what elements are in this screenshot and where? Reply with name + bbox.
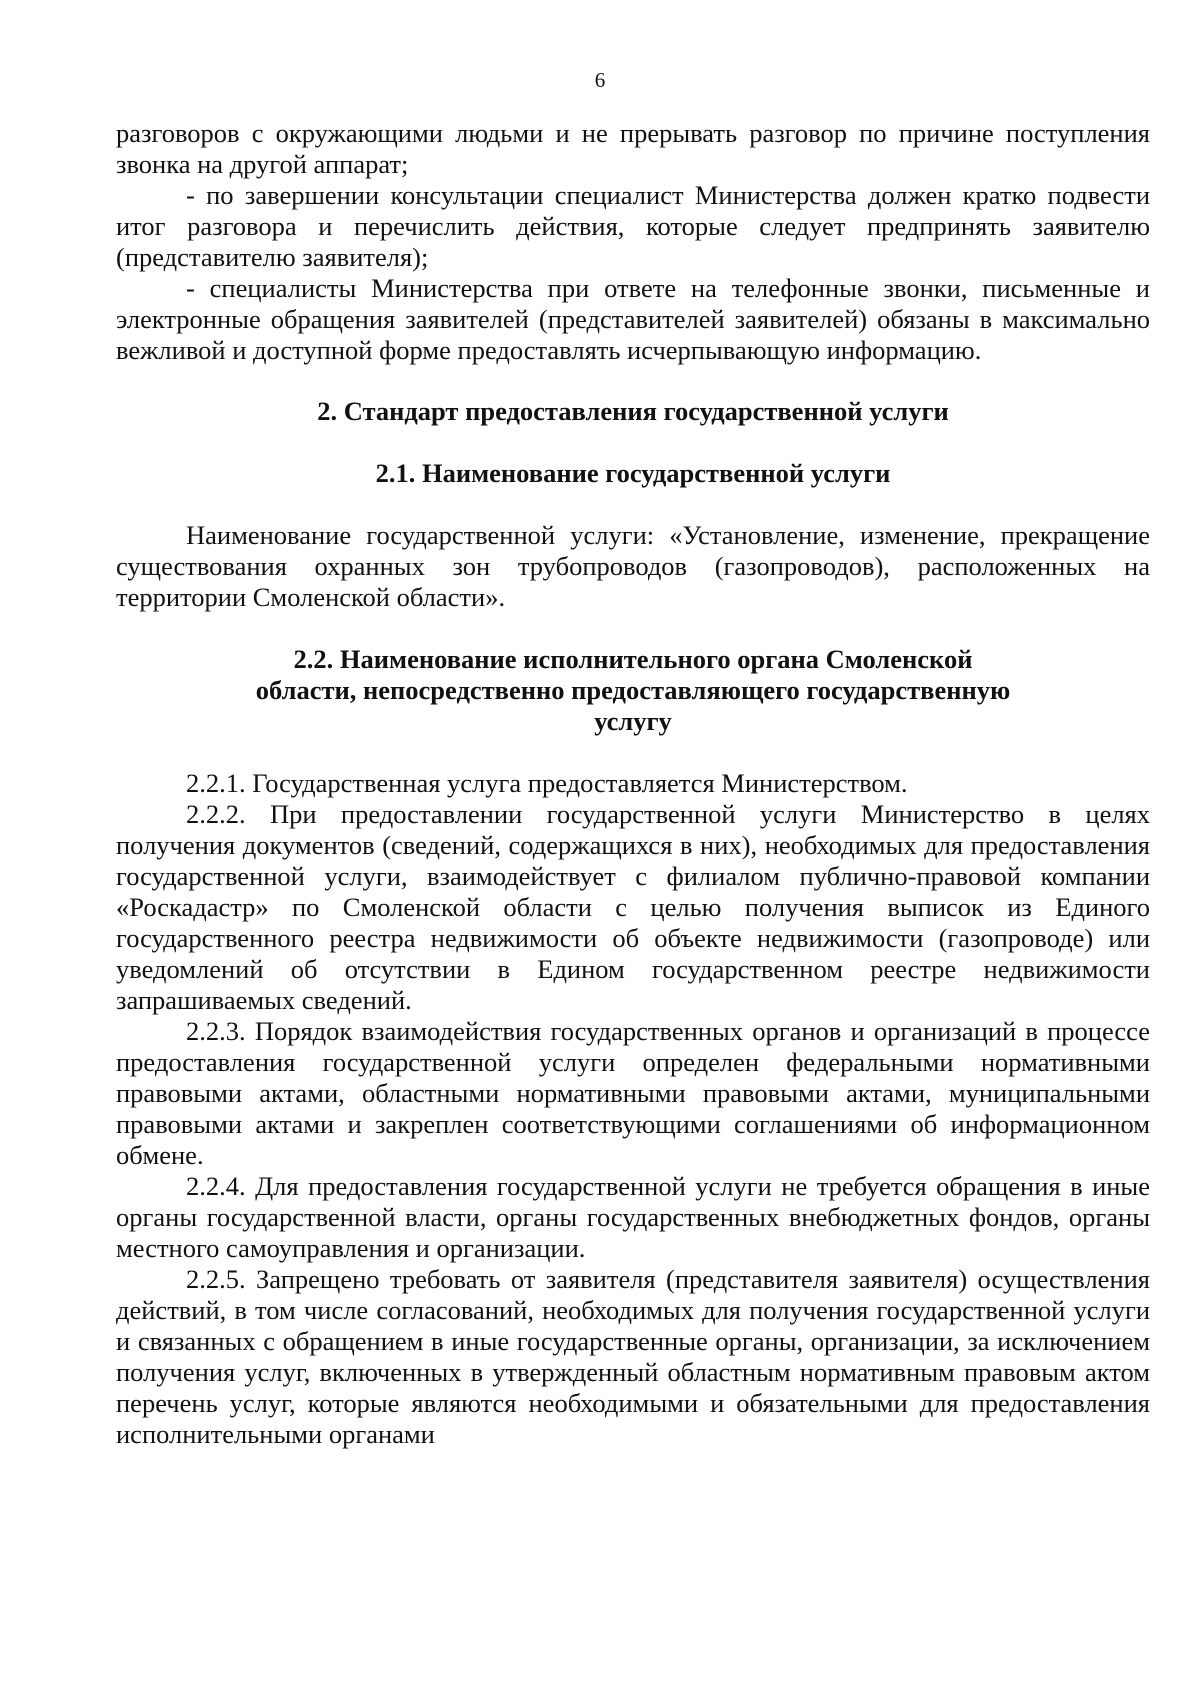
section-2-1-heading: 2.1. Наименование государственной услуги [375,458,891,488]
page-number: 6 [594,68,606,92]
paragraph-2-2-4: 2.2.4. Для предоставления государственной услуги не требуется обращения в иные органы государственной власти, органы государственных внебюджетных фондов, органы местного самоуправления и организации. [116,1171,1150,1263]
paragraph-service-name: Наименование государственной услуги: «Установление, изменение, прекращение существования охранных зон трубопроводов (газопроводов), расположенных на территории Смоленской области». [116,520,1150,612]
paragraph-2-2-5: 2.2.5. Запрещено требовать от заявителя (представителя заявителя) осуществления действий, в том числе согласований, необходимых для получения государственной услуги и связанных с обращением в иные государственные органы, организации, за исключением получения услуг, включенных в утвержденный областным нормативным правовым актом перечень услуг, которые являются необходимыми и обязательными для предоставления исполнительными органами [116,1264,1150,1449]
paragraph-exhaustive-information: - специалисты Министерства при ответе на телефонные звонки, письменные и электронные обращения заявителей (представителей заявителей) обязаны в максимально вежливой и доступной форме предоставлять исчерпывающую информацию. [116,273,1150,365]
paragraph-intro-continuation: разговоров с окружающими людьми и не прерывать разговор по причине поступления звонка на другой аппарат; [116,118,1150,179]
paragraph-2-2-2: 2.2.2. При предоставлении государственной услуги Министерство в целях получения документов (сведений, содержащихся в них), необходимых для предоставления государственной услуги, взаимодействует с филиалом публично-правовой компании «Роскадастр» по Смоленской области с целью получения выписок из Единого государственного реестра недвижимости об объекте недвижимости (газопроводе) или уведомлений об отсутствии в Едином государственном реестре недвижимости запрашиваемых сведений. [116,799,1150,1015]
section-2-heading: 2. Стандарт предоставления государственной услуги [317,396,949,426]
document-body [116,118,1150,1450]
paragraph-consultation-summary: - по завершении консультации специалист Министерства должен кратко подвести итог разговора и перечислить действия, которые следует предпринять заявителю (представителю заявителя); [116,180,1150,272]
paragraph-2-2-1: 2.2.1. Государственная услуга предоставляется Министерством. [186,768,908,798]
section-2-2-heading: 2.2. Наименование исполнительного органа Смоленской области, непосредственно предоставляющего государственную услугу [255,644,1011,736]
paragraph-2-2-3: 2.2.3. Порядок взаимодействия государственных органов и организаций в процессе предоставления государственной услуги определен федеральными нормативными правовыми актами, областными нормативными правовыми актами, муниципальными правовыми актами и закреплен соответствующими соглашениями об информационном обмене. [116,1016,1150,1170]
